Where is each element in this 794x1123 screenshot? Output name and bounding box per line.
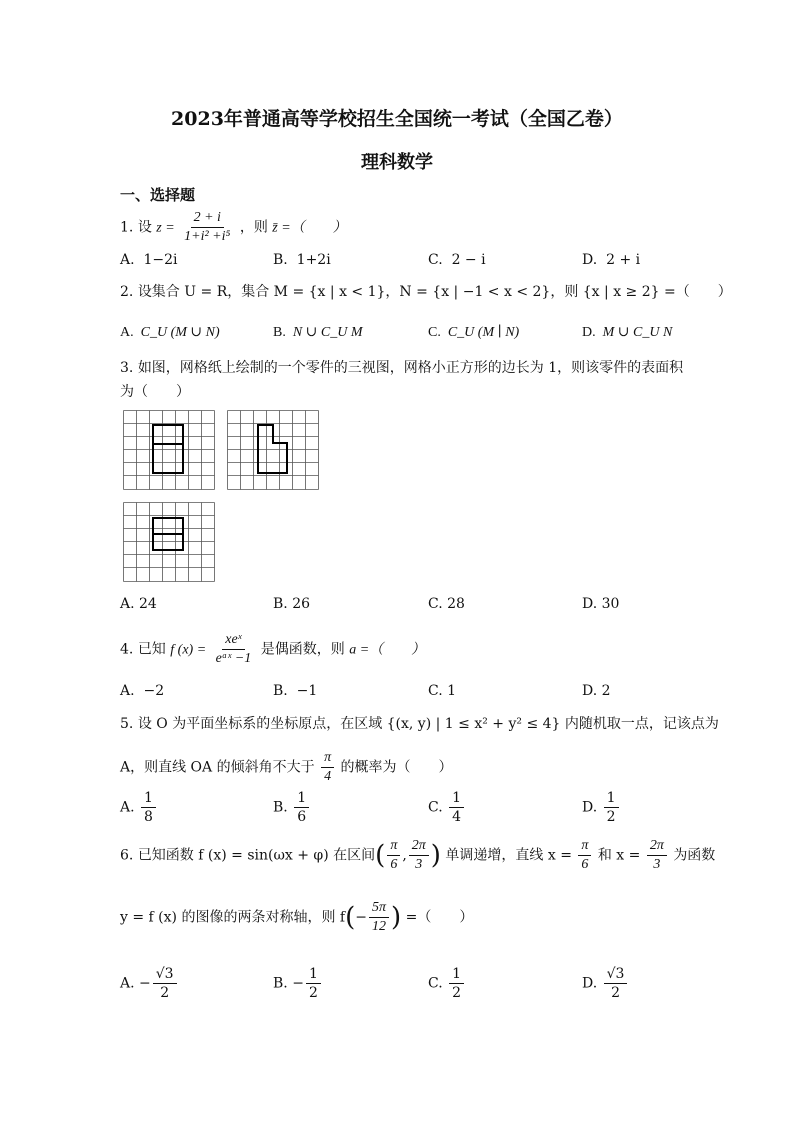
question-1-stem [120,210,347,245]
paren-right: ) [430,840,441,871]
option-b[interactable]: B. − $\frac{1}{2}$ [273,966,323,1001]
front-view-figure [123,410,215,490]
question-number: 6. [120,847,134,864]
fraction-numerator: xeˣ [222,632,244,650]
option-a[interactable]: A. −2 [120,683,165,699]
question-3-stem [120,358,683,378]
question-6-stem-cont: y = f (x) 的图像的两条对称轴，则 f(− $\frac{5\pi}{12}$ ) =（ ） [120,900,474,934]
option-d[interactable]: D. $\frac{1}{2}$ [582,790,621,825]
stem-text: =（ ） [405,909,474,926]
option-a[interactable]: A. 24 [120,596,157,612]
stem-text: 的概率为（ ） [340,759,453,776]
fraction: $\frac{2\pi}{3}$ [409,838,429,873]
question-4-stem [120,632,425,667]
paren-left: ( [375,840,386,871]
option-d[interactable]: D. 2 [582,683,611,699]
view-outline [153,425,183,473]
stem-text: 为函数 [673,847,716,864]
fraction: $\frac{\pi}{6}$ [387,838,400,873]
stem-text: 已知函数 f (x) = sin(ωx + φ) 在区间 [137,847,376,864]
option-b[interactable]: B. 26 [273,596,311,612]
math-expr: z̄ =（ ） [272,220,347,236]
fraction: $\frac{5\pi}{12}$ [369,900,389,935]
question-5-stem [120,714,719,734]
fraction-denominator: eᵃˣ −1 [215,651,252,666]
stem-text: 设 O 为平面坐标系的坐标原点，在区域 {(x, y) | 1 ≤ x² + y² ≤ 4} 内随机取一点，记该点为 [137,716,719,732]
question-number: 3. [120,360,134,376]
stem-text: 是偶函数，则 [260,641,345,658]
fraction-numerator: π [321,750,334,768]
option-b[interactable]: B. −1 [273,683,318,699]
side-view-figure [227,410,319,490]
question-2-stem [120,282,732,302]
question-3-stem-cont: 为（ ） [120,384,190,400]
option-d[interactable]: D. $\frac{√3}{2}$ [582,966,629,1001]
option-d[interactable]: D. M ∪ C_U N [582,325,673,340]
option-a[interactable]: A. $\frac{1}{8}$ [120,790,158,825]
option-c[interactable]: C. C_U (M ∣ N) [428,325,520,340]
grid-lines [124,411,215,490]
math-expr: f (x) = [170,642,207,658]
stem-text: 和 x = [597,847,641,864]
page-title: 2023年普通高等学校招生全国统一考试（全国乙卷） [171,108,623,130]
fraction: $\frac{\pi}{6}$ [578,838,591,873]
section-heading: 一、选择题 [120,186,196,204]
stem-text: 如图，网格纸上绘制的一个零件的三视图，网格小正方形的边长为 1，则该零件的表面积 [137,360,684,376]
math-expr: a =（ ） [349,642,426,658]
option-c[interactable]: C. 2 − i [428,252,486,268]
fraction-numerator: 2 + i [191,210,224,228]
fraction: $\frac{2\pi}{3}$ [647,838,667,873]
question-number: 1. [120,219,134,236]
option-b[interactable]: B. 1+2i [273,252,331,268]
math-expr: z = [156,220,175,236]
option-a[interactable]: A. 1−2i [120,252,178,268]
stem-text: 单调递增，直线 x = [445,847,572,864]
option-a[interactable]: A. C_U (M ∪ N) [120,325,220,340]
question-5-stem-cont [120,750,453,785]
question-6-stem: 6. 已知函数 f (x) = sin(ωx + φ) 在区间( $\frac{\pi}{6}$ , $\frac{2\pi}{3}$ ) 单调递增，直线 x = $\frac{\pi}{6}$ 和 x = $\frac{2\pi}{3}$ 为函数 [120,838,716,872]
fraction [213,632,255,667]
top-view-figure [123,502,215,582]
question-number: 4. [120,641,134,658]
option-b[interactable]: B. $\frac{1}{6}$ [273,790,311,825]
fraction [321,750,334,785]
option-c[interactable]: C. 1 [428,683,457,699]
option-d[interactable]: D. 2 + i [582,252,641,268]
stem-text: ，则 [239,219,268,236]
option-c[interactable]: C. $\frac{1}{2}$ [428,966,466,1001]
option-b[interactable]: B. N ∪ C_U M [273,325,363,340]
fraction [181,210,233,245]
question-number: 5. [120,716,134,732]
question-number: 2. [120,284,134,300]
page-subtitle: 理科数学 [361,152,433,173]
option-d[interactable]: D. 30 [582,596,620,612]
stem-text: 设 [137,219,152,236]
fraction-denominator: 4 [324,769,332,784]
option-c[interactable]: C. 28 [428,596,465,612]
option-a[interactable]: A. − $\frac{√3}{2}$ [120,966,179,1001]
stem-text: y = f (x) 的图像的两条对称轴，则 f [120,909,346,926]
stem-text: 已知 [137,641,166,658]
fraction-denominator: 1+i² +i⁵ [184,229,231,244]
option-c[interactable]: C. $\frac{1}{4}$ [428,790,466,825]
stem-text: A，则直线 OA 的倾斜角不大于 [120,759,315,776]
stem-text: 设集合 U = R，集合 M = {x | x < 1}，N = {x | −1 < x < 2}，则 {x | x ≥ 2} =（ ） [137,284,732,300]
